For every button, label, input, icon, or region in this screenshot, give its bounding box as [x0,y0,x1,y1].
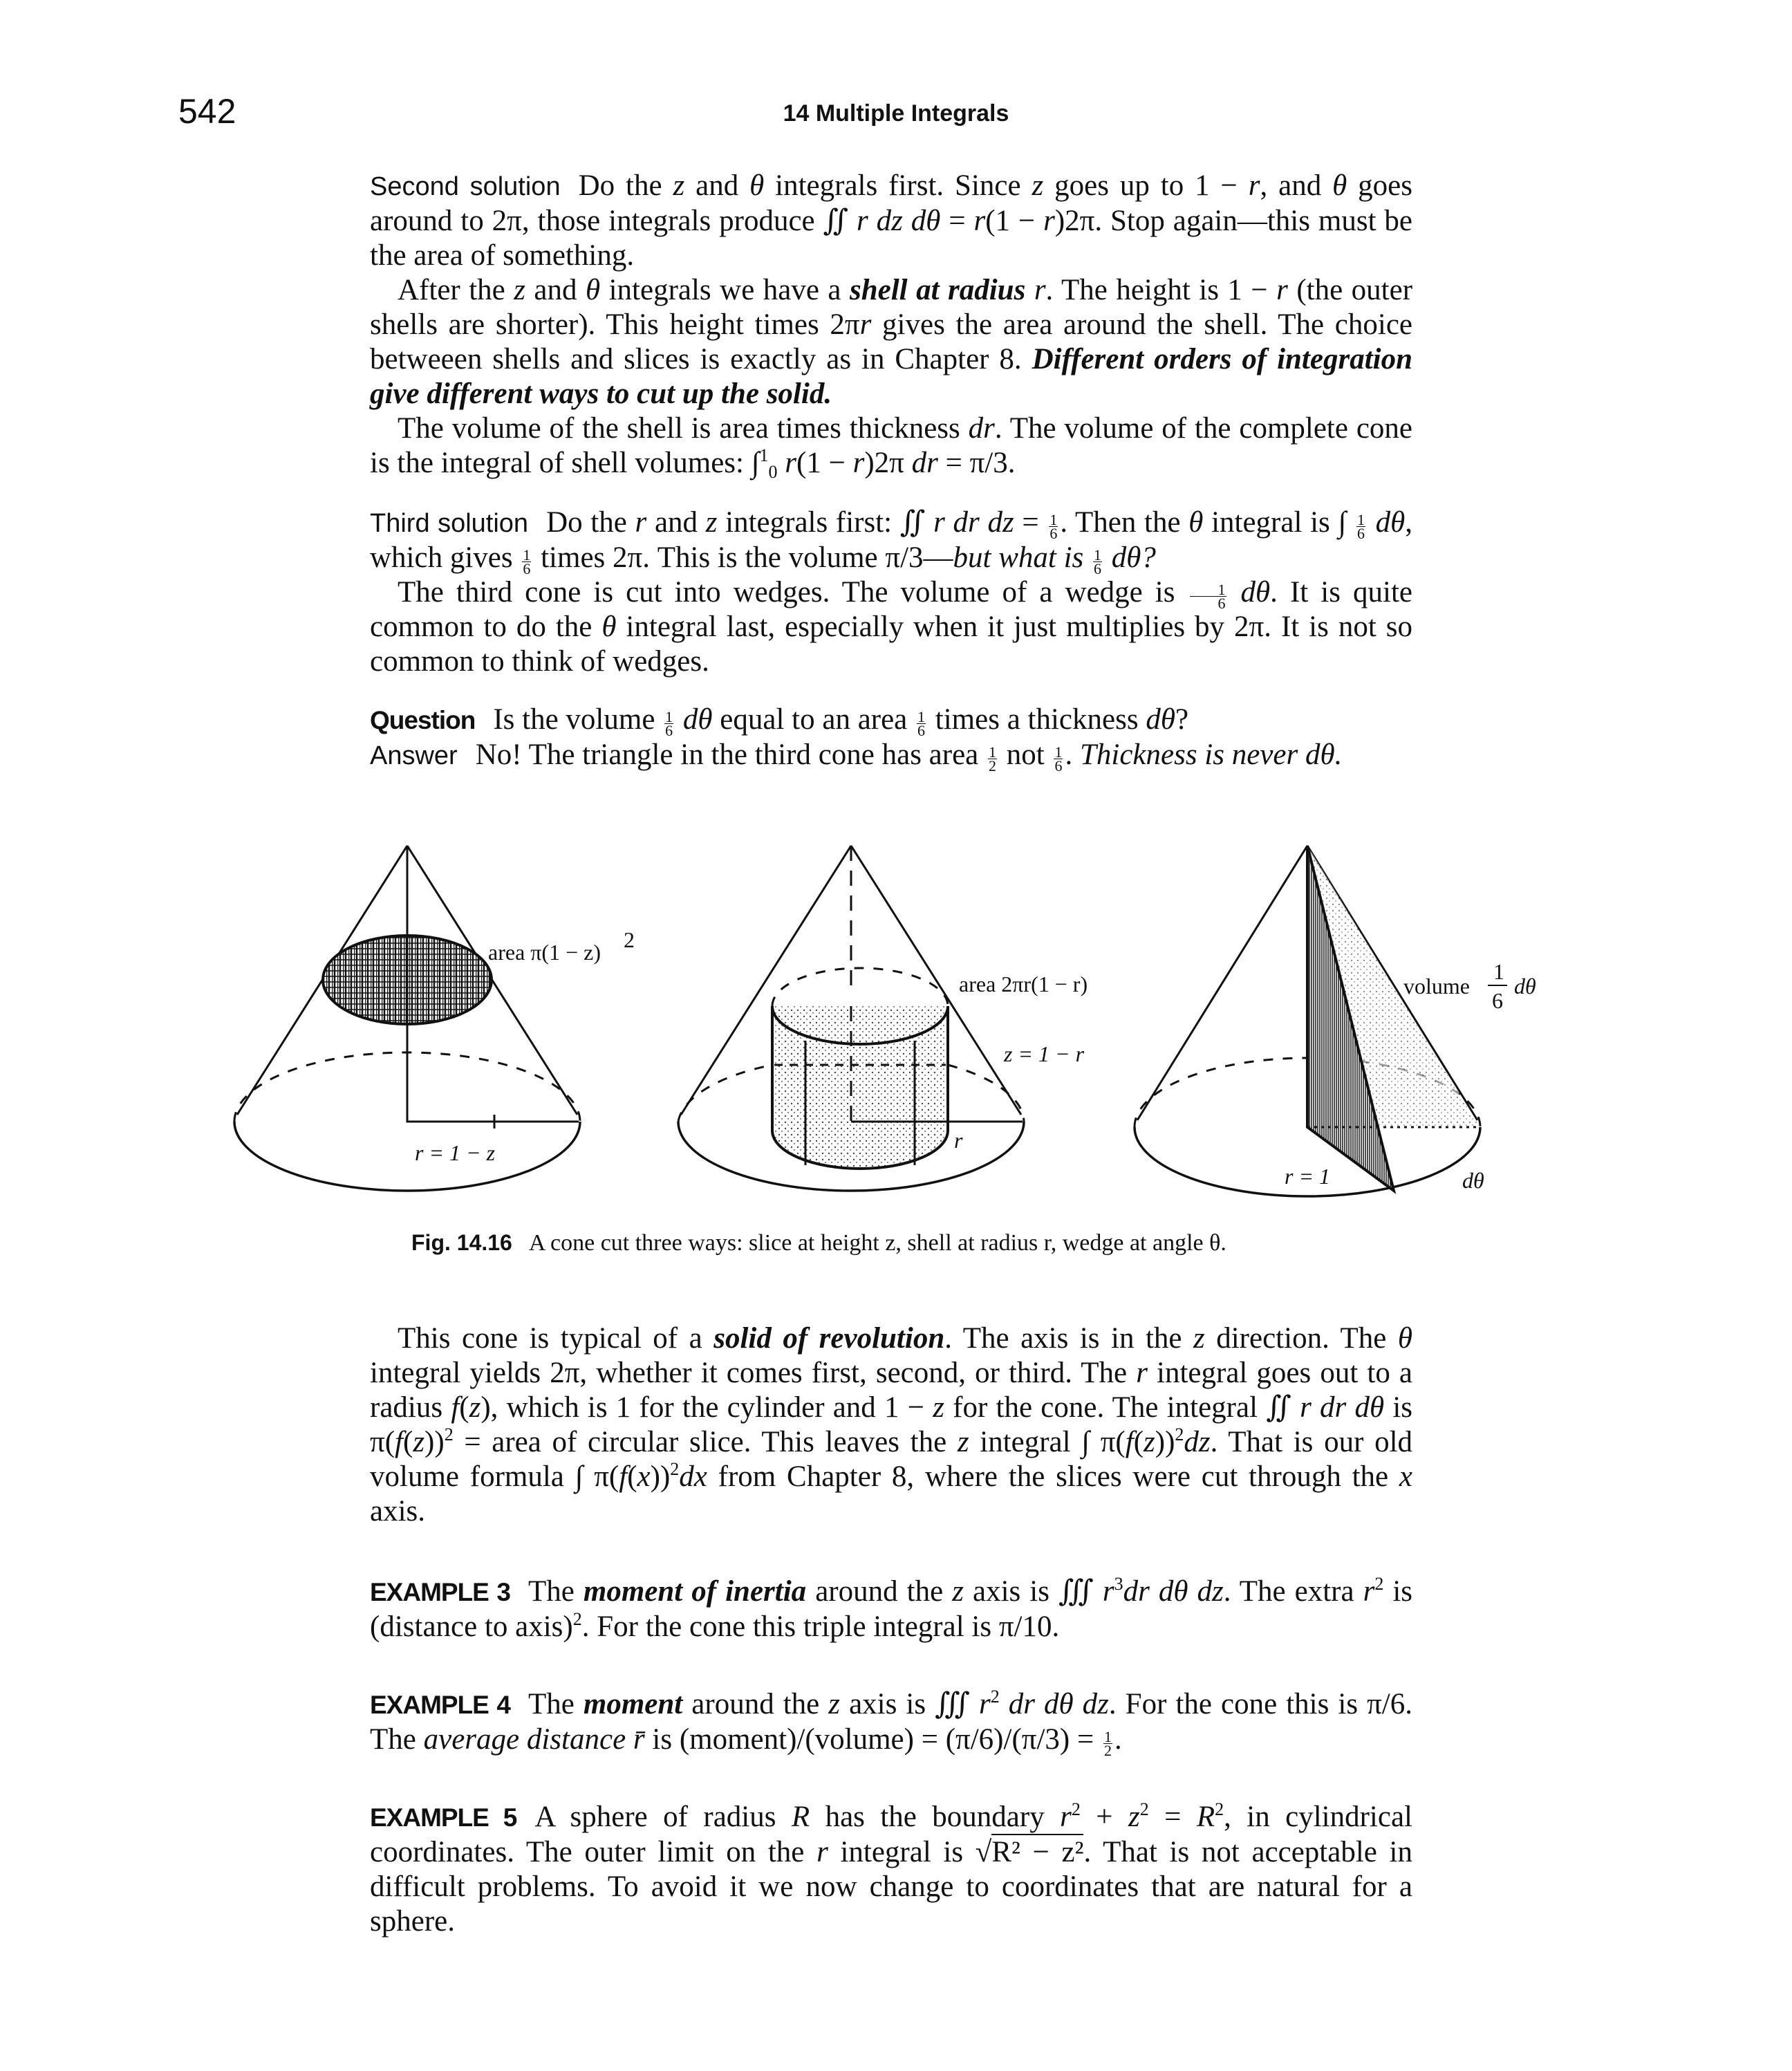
example-3 [370,1575,1412,1644]
text-run: z [933,1391,944,1424]
subscript: 0 [768,462,778,482]
fraction-denominator: 6 [1217,595,1226,612]
text-run: , in cylindrical coordinates. The outer limit on the [370,1801,1412,1868]
superscript: 2 [444,1424,454,1445]
paragraph [370,1575,1412,1644]
superscript: 1 [759,445,769,465]
text-run: integrals we have a [600,274,850,306]
fraction-denominator: 6 [1054,757,1063,774]
text-run: r [635,506,647,539]
section-label: EXAMPLE 4 [370,1691,511,1719]
text-run: Thickness is never dθ. [1079,739,1343,771]
cone3-fraction-numerator: 1 [1493,959,1504,984]
text-run: Do the [578,169,673,202]
text-run: . For the cone this is π/6. The [370,1688,1413,1756]
text-run: The [528,1575,584,1608]
superscript: 2 [1071,1799,1081,1819]
text-run: is (distance to axis) [370,1575,1413,1643]
text-run: z [514,274,525,306]
superscript: 2 [1374,1574,1384,1594]
cone3-angle-label: dθ [1462,1168,1484,1193]
text-run: z [957,1426,969,1458]
text-run: has the boundary [810,1801,1061,1833]
fraction-numerator: 1 [1104,1728,1112,1745]
text-run: θ [1397,1322,1413,1355]
text-run: r [1043,205,1055,237]
fraction-denominator: 6 [1049,525,1058,542]
section-label: Third solution [370,509,529,538]
text-run: . The height is 1 − [1045,274,1277,306]
fraction-denominator: 6 [665,722,673,739]
text-run: dz [1184,1426,1211,1458]
section-label: Answer [370,741,458,770]
text-run: )) [1155,1426,1175,1458]
text-run: r [978,1688,991,1720]
text-run: ( [402,1426,413,1458]
text-run: = [1014,506,1047,539]
text-run: integral last, especially when it just multiplies by 2π. It is not so common to think of wedges. [370,611,1412,678]
text-run: r [1136,1357,1148,1389]
cone3-radius-label: r = 1 [1285,1164,1331,1189]
text-run: )2π [864,447,912,479]
text-run: and [684,169,750,202]
page-number: 542 [178,92,236,131]
text-run: is π( [370,1391,1413,1458]
text-run: θ [601,611,617,643]
text-run: r dr dz [933,506,1014,539]
text-run: No! The triangle in the third cone has area [475,739,987,771]
cone-wedge [1135,846,1480,1196]
text-run: r [973,205,986,237]
fraction-numerator: 1 [1049,511,1058,528]
text-run: . The axis is in the [944,1322,1193,1355]
text-run: solid of revolution [713,1322,945,1355]
text-run: = π/3. [937,447,1016,479]
cone1-area-exponent: 2 [624,927,635,952]
text-run: ? [1175,703,1189,736]
text-run: for the cone. The integral ∬ [944,1391,1300,1424]
caption-text: A cone cut three ways: slice at height z, shell at radius r, wedge at angle θ. [528,1230,1226,1256]
text-run: θ [586,274,601,306]
text-run: θ [1332,169,1347,202]
superscript: 3 [1114,1574,1123,1594]
text-run: = [940,205,974,237]
cone3-fraction-denominator: 6 [1492,988,1503,1013]
text-run: equal to an area [712,703,915,736]
text-run: + [1080,1801,1128,1833]
fraction-denominator: 6 [1094,560,1102,577]
text-run: dr dθ dz [1123,1575,1224,1608]
text-run: Do the [546,506,635,539]
text-run: not [999,739,1052,771]
text-run: but what is [953,541,1092,574]
text-run: moment [583,1688,683,1720]
text-run: shell at radius [849,274,1026,306]
text-run: dr [911,447,938,479]
text-run: z [1193,1322,1205,1355]
text-run: x [637,1460,651,1493]
fraction-denominator: 6 [1356,525,1365,542]
text-run: )2π. Stop again—this must be the area of something. [370,205,1412,272]
text-run: around the [682,1688,829,1720]
text-run: dx [679,1460,707,1493]
fraction [1103,1730,1112,1757]
text-run: dθ [1146,703,1175,736]
text-run: x [1399,1460,1413,1493]
text-run: dθ? [1104,541,1156,574]
superscript: 2 [1139,1799,1149,1819]
section-label: Question [370,706,476,734]
text-run: R² − z² [991,1834,1083,1868]
text-run: ( [1133,1426,1144,1458]
fraction-numerator: 1 [1054,743,1063,761]
superscript: 2 [572,1609,582,1629]
text-run: around the [806,1575,953,1608]
text-run: f [395,1426,403,1458]
text-run: average distance r̄ [423,1723,645,1756]
text-run: times a thickness [928,703,1146,736]
text-run: and [646,506,706,539]
text-run: The [528,1688,584,1720]
text-run: z [1128,1801,1140,1833]
text-run: r [1034,274,1046,306]
text-run: goes around to 2π, those integrals produce ∬ [370,169,1412,237]
text-run: ( [459,1391,469,1424]
text-run: . Then the [1060,506,1189,539]
fraction-denominator: 2 [989,757,997,774]
text-run: axis is ∭ [840,1688,979,1720]
section-label: EXAMPLE 3 [370,1578,510,1606]
fraction-denominator: 6 [523,560,531,577]
text-run: . The extra [1223,1575,1363,1608]
superscript: 2 [1215,1799,1224,1819]
text-run: r [852,447,865,479]
fraction-numerator: 1 [1190,583,1226,597]
solid-of-revolution-section [370,1321,1412,1529]
text-run: r [1363,1575,1375,1608]
fraction-numerator: 1 [665,708,673,725]
text-run: (1 − [796,447,853,479]
text-run: . That is not acceptable in difficult problems. To avoid it we now change to coordinates that are natural for a sphere. [370,1836,1412,1938]
figure-number: Fig. 14.16 [411,1230,512,1255]
text-run: axis is ∭ [963,1575,1103,1608]
text-run: integral ∫ π( [969,1426,1126,1458]
text-run: integral is √ [828,1836,992,1868]
text-run: , and [1260,169,1333,202]
text-run: r [1060,1801,1072,1833]
text-run: (the outer shells are shorter). This height times 2π [370,274,1413,341]
text-run: integral is ∫ [1203,506,1354,539]
fraction-denominator: 2 [1104,1742,1112,1759]
text-run: axis. [370,1495,426,1527]
text-run: integral yields 2π, whether it comes first, second, or third. The [370,1357,1137,1389]
text-run: z [673,169,685,202]
cone2-radius-label: r [954,1128,963,1153]
text-run: This cone is typical of a [398,1322,714,1355]
text-run: . The volume of the complete cone is the integral of shell volumes: ∫ [370,412,1412,479]
text-run: The third cone is cut into wedges. The volume of a wedge is [398,576,1188,609]
text-run: R [791,1801,810,1833]
text-run: f [451,1391,460,1424]
cone3-dtheta: dθ [1514,974,1536,999]
text-run: and [525,274,586,306]
text-run: z [1144,1426,1155,1458]
text-run: r [785,447,796,479]
fraction-numerator: 1 [1356,511,1365,528]
superscript: 2 [670,1459,680,1479]
text-run: . [1065,739,1080,771]
text-run: (1 − [985,205,1044,237]
text-run: θ [749,169,765,202]
text-run: r [1248,169,1260,202]
paragraph [370,1321,1412,1529]
text-run: = [1148,1801,1197,1833]
fraction-numerator: 1 [917,708,926,725]
text-run: z [828,1688,841,1720]
text-run: dθ [1228,576,1271,609]
text-run: r [816,1836,828,1868]
text-run: r [1102,1575,1114,1608]
paragraph [370,1687,1412,1757]
superscript: 2 [1175,1424,1184,1445]
text-run: . [1114,1723,1122,1756]
section-label: Second solution [370,172,561,201]
text-run: r [1276,274,1288,306]
cone-shell [678,846,1024,1191]
text-run: gives the area around the shell. The choice betweeen shells and slices is exactly as in Chapter 8. [370,308,1412,375]
text-run: R [1196,1801,1215,1833]
text-run: After the [398,274,514,306]
figure-caption [411,1225,1412,1261]
text-run: direction. The [1204,1322,1398,1355]
fraction-numerator: 1 [989,743,997,761]
text-run: dr dθ dz [999,1688,1109,1720]
text-run: integrals first. Since [764,169,1032,202]
cone1-area-label: area π(1 − z) [488,940,601,965]
text-run: = area of circular slice. This leaves the [453,1426,958,1458]
text-run: r dz dθ [857,205,941,237]
text-run: . For the cone this triple integral is π/10. [581,1610,1060,1643]
cone3-volume-label: volume [1403,974,1470,999]
text-run: f [619,1460,628,1493]
text-run: z [1032,169,1044,202]
text-run: z [705,506,718,539]
fraction-denominator: 6 [917,722,926,739]
text-run: z [469,1391,481,1424]
running-head: 14 Multiple Integrals [783,100,1009,127]
text-run: moment of inertia [583,1575,807,1608]
cone2-area-label: area 2πr(1 − r) [959,972,1088,996]
cone1-radius-label: r = 1 − z [415,1140,496,1165]
text-run: ), which is 1 for the cylinder and 1 − [480,1391,933,1424]
text-run: . It is quite common to do the [370,576,1412,643]
superscript: 2 [990,1687,1000,1707]
text-run: ( [627,1460,637,1493]
cone-slice [234,846,580,1191]
text-run: dθ [1367,506,1406,539]
text-run: f [1125,1426,1134,1458]
text-run: )) [650,1460,671,1493]
example-5 [370,1800,1412,1939]
paragraph [370,1800,1412,1939]
text-run: Different orders of integration give different ways to cut up the solid. [370,343,1413,410]
fraction-numerator: 1 [1094,546,1102,564]
text-run: A sphere of radius [534,1801,792,1833]
text-run: integrals first: ∬ [717,506,934,539]
text-run: z [413,1426,425,1458]
text-run: integral goes out to a radius [370,1357,1412,1424]
text-run: )) [424,1426,445,1458]
example-4 [370,1687,1412,1757]
lower-text-column [370,1225,1412,1939]
text-run: dθ [675,703,713,736]
text-run: The volume of the shell is area times thickness [398,412,969,445]
fraction-numerator: 1 [523,546,531,564]
text-run: r dr dθ [1300,1391,1385,1424]
text-run: from Chapter 8, where the slices were cut through the [707,1460,1399,1493]
cone2-height-label: z = 1 − r [1004,1041,1085,1066]
text-run: is (moment)/(volume) = (π/6)/(π/3) = [644,1723,1101,1756]
text-run: . That is our old volume formula ∫ π( [370,1426,1413,1493]
text-run: , which gives [370,506,1412,574]
section-label: EXAMPLE 5 [370,1803,517,1832]
text-run: r [859,308,872,341]
text-run: z [952,1575,964,1608]
text-run: times 2π. This is the volume π/3— [533,541,953,574]
text-run: θ [1188,506,1204,539]
text-run: Is the volume [493,703,663,736]
text-run: goes up to 1 − [1043,169,1249,202]
text-run: dr [968,412,995,445]
